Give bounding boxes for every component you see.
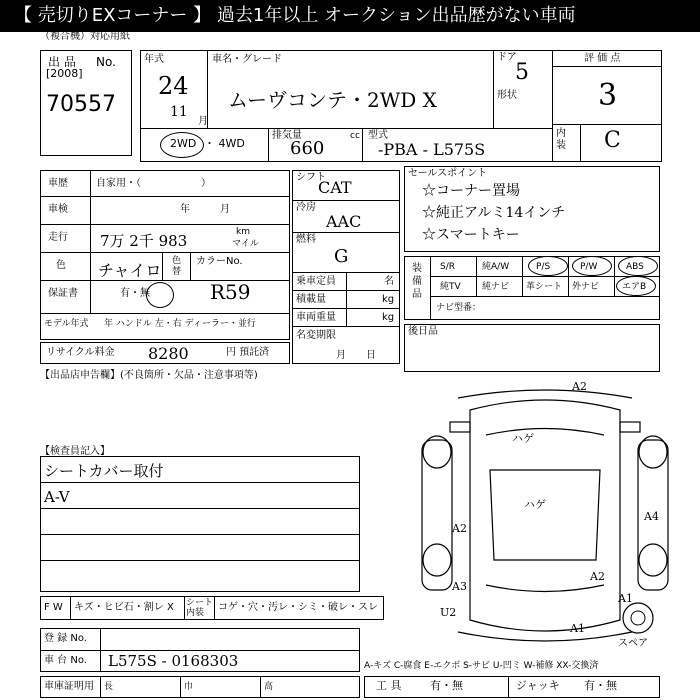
shadai-label: 車 台 No. bbox=[44, 655, 87, 666]
equip-pw: P/W bbox=[580, 262, 598, 272]
sekisai-label: 積載量 bbox=[296, 294, 326, 305]
gojitsu-block bbox=[404, 324, 660, 372]
cc-unit: cc bbox=[350, 131, 360, 141]
inspector-line-2: A-V bbox=[44, 488, 70, 506]
shaken-units: 年 月 bbox=[180, 204, 230, 215]
drive-2wd: 2WD bbox=[170, 137, 197, 150]
hyoka-label: 評 価 点 bbox=[584, 53, 621, 64]
fuel-label: 燃料 bbox=[296, 234, 316, 245]
shuppin-label: 出 品 bbox=[48, 55, 76, 69]
km-unit: km bbox=[236, 227, 250, 237]
drive-4wd: ・ 4WD bbox=[204, 137, 245, 150]
mark-a1-right: A1 bbox=[618, 592, 633, 605]
pw-circle bbox=[572, 256, 612, 276]
gojitsu-label: 後日品 bbox=[408, 326, 438, 337]
inspector-line-1: シートカバー取付 bbox=[44, 462, 164, 480]
fw-options: キズ・ヒビ石・割レ X bbox=[74, 602, 174, 613]
soko-label: 走行 bbox=[48, 232, 68, 243]
naiso-value: C bbox=[604, 128, 621, 153]
drive-circle bbox=[160, 132, 204, 158]
teiin-unit: 名 bbox=[384, 276, 394, 287]
mark-hage-2: ハゲ bbox=[524, 498, 546, 511]
shareki-label: 車歴 bbox=[48, 178, 68, 189]
sojuryo-label: 車両重量 bbox=[296, 312, 336, 323]
iro-kae: 色替 bbox=[172, 256, 182, 277]
nenshiki-label: 年式 bbox=[144, 54, 164, 65]
sekisai-unit: kg bbox=[382, 294, 395, 305]
mark-a2-top: A2 bbox=[572, 380, 587, 393]
nenshiki-year: 24 bbox=[158, 72, 189, 100]
airbag-circle bbox=[616, 276, 656, 296]
equip-tv: 純TV bbox=[440, 282, 461, 292]
equip-label: 装備品 bbox=[412, 263, 422, 300]
naiso-label: 内 装 bbox=[556, 128, 566, 151]
toroku-label: 登 録 No. bbox=[44, 633, 87, 644]
shako-cell-length: 長 bbox=[104, 682, 114, 692]
jack-label: ジャッキ bbox=[516, 679, 560, 692]
mark-a3: A3 bbox=[452, 580, 467, 593]
month-unit: 月 bbox=[198, 116, 208, 127]
aircon-label: 冷房 bbox=[296, 202, 316, 213]
soko-value: 7万 2千 983 bbox=[100, 232, 188, 250]
recycle-unit: 円 預託済 bbox=[226, 347, 270, 358]
equip-airbag: エアB bbox=[622, 282, 647, 292]
shift-value: CAT bbox=[318, 178, 352, 197]
fuel-value: G bbox=[334, 246, 349, 267]
shamei-value: ムーヴコンテ・2WD X bbox=[228, 88, 437, 112]
hoshosho-label: 保証書 bbox=[48, 288, 78, 299]
color-no-label: カラーNo. bbox=[196, 256, 243, 267]
no-label: No. bbox=[96, 55, 116, 69]
jack-options: 有・無 bbox=[584, 679, 617, 692]
equip-navi: 純ナビ bbox=[482, 282, 510, 292]
recycle-value: 8280 bbox=[148, 344, 189, 363]
navi-label: ナビ型番： bbox=[436, 303, 482, 313]
color-no-value: R59 bbox=[210, 280, 251, 304]
katashiki-value: -PBA - L575S bbox=[378, 140, 486, 159]
shareki-options: 自家用・（ ） bbox=[96, 178, 211, 189]
hoshosho-options: 有・無 bbox=[120, 288, 150, 299]
lot-number: 70557 bbox=[46, 92, 116, 117]
hyoka-value: 3 bbox=[598, 78, 618, 113]
sales-label: セールスポイント bbox=[408, 168, 488, 179]
sales-point-1: ☆コーナー置場 bbox=[422, 183, 520, 199]
recycle-label: リサイクル料金 bbox=[46, 347, 115, 358]
shift-label: シフト bbox=[296, 172, 326, 183]
equip-extnavi: 外ナビ bbox=[572, 282, 600, 292]
equip-ps: P/S bbox=[536, 262, 551, 272]
seat-options: コゲ・穴・汚レ・シミ・破レ・スレ bbox=[218, 602, 378, 613]
door-label: ドア bbox=[497, 52, 517, 63]
katashiki-label: 型式 bbox=[368, 130, 388, 141]
abs-circle bbox=[618, 256, 658, 276]
equip-leather: 革シート bbox=[526, 282, 563, 292]
haikiryo-value: 660 bbox=[290, 138, 325, 159]
spare-label: スペア bbox=[618, 638, 648, 649]
teiin-label: 乗車定員 bbox=[296, 276, 336, 287]
year-code: [2008] bbox=[46, 67, 83, 80]
model-options: 年 ハンドル 左・右 ディーラー・並行 bbox=[104, 319, 256, 329]
mark-a2-right: A2 bbox=[590, 570, 605, 583]
sales-point-2: ☆純正アルミ14インチ bbox=[422, 205, 566, 221]
mark-a2-left: A2 bbox=[452, 522, 467, 535]
color-value: チャイロ bbox=[98, 261, 162, 280]
kogu-options: 有・無 bbox=[430, 679, 463, 692]
mark-hage-1: ハゲ bbox=[512, 432, 534, 445]
color-label: 色 bbox=[56, 260, 66, 271]
mile-unit: マイル bbox=[232, 239, 259, 249]
fw-label: F W bbox=[44, 602, 63, 613]
mark-a4: A4 bbox=[644, 510, 659, 523]
equip-sr: S/R bbox=[440, 262, 455, 272]
kogu-label: 工 具 bbox=[376, 679, 402, 692]
subhead: （複合機）対応用紙 bbox=[40, 31, 130, 42]
shako-label: 車庫証明用 bbox=[44, 681, 94, 692]
spare-tire-icon bbox=[620, 600, 656, 636]
meihen-unit: 月 日 bbox=[336, 350, 376, 361]
shako-cell-height: 高 bbox=[264, 682, 274, 692]
shaken-label: 車検 bbox=[48, 204, 68, 215]
model-label: モデル年式 bbox=[44, 319, 89, 329]
declaration-label: 【出品店申告欄】(不良箇所・欠品・注意事項等) bbox=[40, 370, 258, 381]
hoshosho-circle bbox=[146, 282, 174, 308]
equip-abs: ABS bbox=[626, 262, 644, 272]
equip-aw: 純A/W bbox=[482, 262, 510, 272]
damage-legend: A-キズ C-腐食 E-エクボ S-サビ U-凹ミ W-補修 XX-交換済 bbox=[364, 661, 599, 671]
shadai-value: L575S - 0168303 bbox=[108, 652, 239, 670]
mark-a1-bottom: A1 bbox=[570, 622, 585, 635]
banner: 【 売切りEXコーナー 】 過去1年以上 オークション出品歴がない車両 bbox=[0, 0, 700, 32]
shamei-label: 車名・グレード bbox=[212, 54, 282, 65]
seat-label: シート内装 bbox=[186, 598, 214, 618]
ps-circle bbox=[528, 256, 568, 276]
inspector-label: 【検査員記入】 bbox=[40, 446, 110, 457]
mark-u2: U2 bbox=[440, 606, 457, 619]
aircon-value: AAC bbox=[326, 212, 362, 231]
door-value: 5 bbox=[515, 60, 529, 85]
meihen-label: 名変期限 bbox=[296, 330, 336, 341]
keijo-label: 形状 bbox=[497, 90, 517, 101]
sales-point-3: ☆スマートキー bbox=[422, 227, 520, 243]
nenshiki-month: 11 bbox=[170, 104, 188, 120]
sojuryo-unit: kg bbox=[382, 312, 395, 323]
shako-cell-width: 巾 bbox=[184, 682, 194, 692]
haikiryo-label: 排気量 bbox=[272, 130, 302, 141]
